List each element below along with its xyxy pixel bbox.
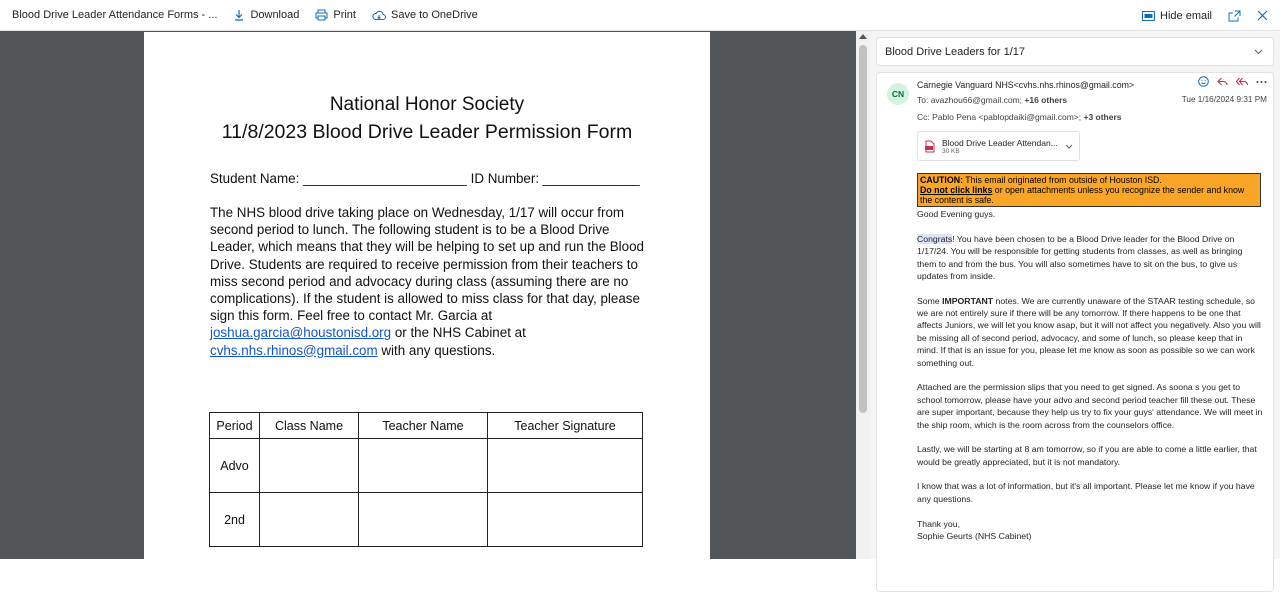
table-cell [488, 439, 643, 493]
more-options-icon[interactable] [1256, 80, 1267, 84]
body-paragraph-2 [917, 295, 1263, 369]
save-label: Save to OneDrive [390, 9, 478, 21]
emoji-icon[interactable] [1198, 76, 1209, 87]
reply-all-icon[interactable] [1236, 77, 1248, 87]
table-row [210, 439, 643, 493]
document-page [144, 32, 710, 559]
header-period: Period [210, 413, 260, 439]
pop-out-icon[interactable] [1228, 10, 1241, 22]
document-viewer[interactable] [0, 31, 870, 559]
body-paragraph-3: Attached are the permission slips that you need to get signed. As soona s you get to school tomorrow, please have your advo and second period teacher fill these out. These are super important, because they help us try to fix your guys' attendance. We will meet in the ship room, which is the room across from the counselors office. [917, 382, 1263, 430]
to-recipients[interactable] [917, 95, 1067, 105]
download-button[interactable] [233, 9, 299, 21]
cc-recipients[interactable] [917, 112, 1122, 122]
download-label: Download [250, 9, 300, 21]
doc-title-line2: 11/8/2023 Blood Drive Leader Permission Form [221, 121, 633, 143]
pdf-file-icon [924, 140, 936, 153]
important-bold: IMPORTANT [942, 295, 994, 306]
caution-text2: or open attachments unless you recognize the sender and know the content is safe. [920, 185, 1245, 205]
table-header-row [210, 413, 643, 439]
cc-others[interactable]: +3 others [1083, 112, 1122, 122]
avatar[interactable]: CN [887, 83, 909, 105]
reply-icon[interactable] [1217, 77, 1228, 87]
email-subject: Blood Drive Leaders for 1/17 [885, 45, 1026, 58]
signature: Sophie Geurts (NHS Cabinet) [917, 530, 1032, 541]
congrats-highlight: Congrats [917, 233, 953, 244]
top-toolbar [0, 0, 1280, 31]
caution-link: Do not click links [920, 185, 993, 195]
p1-text: ! You have been chosen to be a Blood Drive leader for the Blood Drive on 1/17/24. You will be responsible for getting students from classes, as well as bringing them to and from the bus. You will also sometimes have to sit on the bus, to give us updates from inside. [917, 233, 1243, 281]
sender[interactable]: Carnegie Vanguard NHS<cvhs.nhs.rhinos@gmail.com> [917, 80, 1135, 90]
p2-text: notes. We are currently unaware of the STAAR testing schedule, so we are not entirely sure if there will be any tomorrow. If there happens to be one that affects Juniors, we will let you know asap, but it will not affect you negatively. Also you will be missing all of second period, advocacy, and some of lunch, so please keep that in mind. If that is an issue for you, please let me know as soon as possible so we can work something out. [917, 295, 1261, 368]
viewer-scrollbar[interactable] [856, 31, 870, 559]
row-period-2nd: 2nd [210, 493, 260, 547]
garcia-email-link[interactable]: joshua.garcia@houstonisd.org [210, 325, 392, 341]
caution-text1: This email originated from outside of Houston ISD. [963, 175, 1162, 185]
header-teacher-name: Teacher Name [359, 413, 488, 439]
chevron-down-icon[interactable] [1254, 49, 1263, 55]
paragraph-text: The NHS blood drive taking place on Wednesday, 1/17 will occur from second period to lunch. The following student is to be a Blood Drive Leader, which means that they will be helping to set up and run the Blood Drive. Students are required to receive permission from their teachers to miss second period and advocacy during class (assuming there are no complications). If the student is allowed to miss class for that day, please sign this form. Feel free to contact Mr. Garcia at [210, 205, 644, 324]
table-row [210, 493, 643, 547]
hide-email-button[interactable] [1142, 10, 1212, 22]
subject-header[interactable] [876, 37, 1274, 66]
chevron-down-icon[interactable] [1065, 144, 1073, 149]
sent-date: Tue 1/16/2024 9:31 PM [1181, 95, 1267, 104]
email-pane [870, 31, 1280, 559]
doc-paragraph [210, 204, 646, 359]
hide-email-icon [1142, 11, 1155, 21]
greeting: Good Evening guys. [917, 209, 996, 219]
attachment-size: 30 KB [942, 147, 960, 155]
scroll-up-arrow-icon[interactable] [859, 34, 867, 39]
attachment-card[interactable] [917, 131, 1080, 161]
file-title: Blood Drive Leader Attendance Forms - ... [12, 9, 218, 21]
body-paragraph-5: I know that was a lot of information, but it's all important. Please let me know if you have any questions. [917, 481, 1255, 504]
table-cell [260, 439, 359, 493]
save-to-onedrive-button[interactable] [372, 9, 478, 21]
close-icon[interactable] [1257, 10, 1268, 21]
signoff: Thank you, [917, 518, 960, 529]
table-cell [359, 493, 488, 547]
table-cell [260, 493, 359, 547]
signature-table [209, 412, 643, 547]
scrollbar-thumb[interactable] [859, 45, 867, 413]
cloud-icon [372, 10, 386, 21]
print-button[interactable] [315, 9, 356, 21]
body-paragraph-1 [917, 233, 1263, 283]
attachment-name: Blood Drive Leader Attendan... [942, 137, 1058, 148]
message-actions [1198, 76, 1267, 87]
email-body [917, 208, 1263, 542]
to-address: avazhou66@gmail.com; [930, 95, 1023, 105]
student-name-line: Student Name: ______________________ ID Number: _____________ [210, 171, 640, 186]
to-label: To: [917, 95, 931, 105]
body-paragraph-4: Lastly, we will be starting at 8 am tomorrow, so if you are able to come a little earlier, that would be greatly appreciated, but it is not mandatory. [917, 444, 1257, 467]
table-cell [488, 493, 643, 547]
download-icon [233, 9, 245, 21]
header-class-name: Class Name [260, 413, 359, 439]
message-card [876, 72, 1274, 592]
print-icon [315, 9, 328, 21]
p2-prefix: Some [917, 295, 943, 306]
cabinet-email-link[interactable]: cvhs.nhs.rhinos@gmail.com [210, 342, 378, 358]
paragraph-mid: or the NHS Cabinet at [391, 325, 526, 341]
to-others[interactable]: +16 others [1024, 95, 1068, 105]
print-label: Print [333, 9, 356, 21]
header-teacher-signature: Teacher Signature [488, 413, 643, 439]
row-period-advo: Advo [210, 439, 260, 493]
cc-label: Cc: [917, 112, 933, 122]
paragraph-end: with any questions. [377, 342, 496, 358]
doc-title-line1: National Honor Society [329, 94, 525, 115]
cc-address: Pablo Pena <pablopdaiki@gmail.com>; [932, 112, 1082, 122]
caution-banner [917, 173, 1261, 207]
table-cell [359, 439, 488, 493]
caution-label: CAUTION: [920, 175, 964, 185]
hide-email-label: Hide email [1160, 9, 1212, 22]
